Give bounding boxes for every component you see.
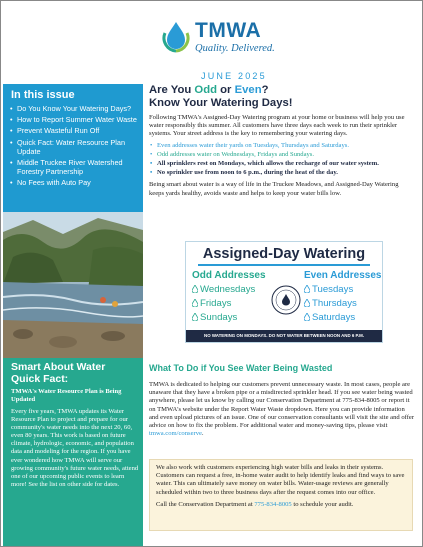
audit-callout-text: We also work with customers experiencing high water bills and leaks in their systems. Customers can request a free, in-home water audit to help identify leaks and find ways to save water. This can ultimately save money on water bills. Water-usage reviews are generally scheduled within two to three business days after the request comes into our office. — [156, 464, 405, 496]
issue-list — [9, 104, 143, 190]
water-waste-heading: What To Do if You See Water Being Wasted — [149, 363, 333, 373]
river-photo-image — [3, 212, 143, 358]
water-drop-icon — [304, 299, 310, 307]
water-drop-icon — [192, 299, 198, 307]
issue-item: • Quick Fact: Water Resource Plan Update — [9, 138, 143, 156]
main-article — [149, 84, 415, 198]
even-day: Tuesdays — [304, 283, 382, 297]
issue-item: • Prevent Wasteful Run Off — [9, 126, 143, 135]
water-drop-icon — [304, 285, 310, 293]
smart-about-water-seal-icon — [270, 284, 302, 316]
schedule-title: Assigned-Day Watering — [202, 246, 366, 262]
tmwa-logo — [161, 19, 311, 57]
issue-contents — [3, 84, 143, 212]
river-photo — [3, 212, 143, 358]
issue-title: In this issue — [11, 89, 75, 101]
even-day: Thursdays — [304, 297, 382, 311]
issue-date: JUNE 2025 — [201, 71, 267, 81]
brand-name: TMWA — [195, 19, 262, 42]
watering-schedule-graphic — [185, 241, 383, 343]
water-drop-icon — [304, 313, 310, 321]
water-drop-icon — [192, 313, 198, 321]
article-closing: Being smart about water is a way of life in the Truckee Meadows, and Assigned-Day Watering keeps yards healthy, avoids waste and helps to keep your water bills low. — [149, 181, 399, 197]
conserve-link[interactable]: tmwa.com/conserve — [149, 430, 202, 438]
even-day: Saturdays — [304, 311, 382, 325]
issue-item: • Middle Truckee River Watershed Forestry Partnership — [9, 158, 143, 176]
schedule-divider — [198, 264, 370, 266]
watering-rules-list — [149, 142, 415, 178]
rule-item: • Even addresses water their yards on Tuesdays, Thursdays and Saturdays. — [149, 142, 415, 150]
quick-fact-body: Every five years, TMWA updates its Water Resource Plan to project and prepare for our community's water needs into the next 20, 60, even 80 years. This work is based on future climate, hydrologic, economic, and population data and modeling for the region. If you have ever wondered how TMWA will serve our growing community's future water needs, attend one of our upcoming public events to learn more! See the list on other side for dates. — [11, 408, 139, 488]
article-intro: Following TMWA's Assigned-Day Watering program at your home or business will help you use water responsibly this summer. All customers have three days each week to run their sprinkler systems. Your street address is the key to remembering your watering days. — [149, 114, 405, 138]
rule-item: • All sprinklers rest on Mondays, which allows the recharge of our water system. — [149, 160, 415, 168]
rule-item: • No sprinkler use from noon to 6 p.m., during the heat of the day. — [149, 169, 415, 177]
odd-day: Fridays — [192, 297, 272, 311]
odd-addresses-column — [192, 270, 272, 325]
article-title: Are You Odd or Even? Know Your Watering Days! — [149, 84, 293, 109]
quick-fact-panel — [3, 358, 143, 546]
conservation-phone-link[interactable]: 775-834-8005 — [254, 500, 292, 508]
odd-day: Sundays — [192, 311, 272, 325]
odd-addresses-label: Odd Addresses — [192, 270, 266, 281]
even-addresses-label: Even Addresses — [304, 270, 382, 281]
issue-item: • No Fees with Auto Pay — [9, 178, 143, 187]
audit-callout-box — [149, 459, 413, 531]
water-drop-logo-icon — [161, 19, 191, 53]
schedule-footer-bar: NO WATERING ON MONDAYS. DO NOT WATER BETWEEN NOON AND 6 P.M. — [186, 330, 382, 342]
brand-tagline: Quality. Delivered. — [195, 43, 275, 54]
water-waste-section — [149, 377, 415, 438]
audit-call-line: Call the Conservation Department at 775-834-8005 to schedule your audit. — [156, 500, 354, 508]
title-odd: Odd — [194, 84, 218, 96]
article-title-line2: Know Your Watering Days! — [149, 97, 293, 109]
title-even: Even — [234, 84, 262, 96]
water-drop-icon — [192, 285, 198, 293]
quick-fact-heading: Smart About Water Quick Fact: — [11, 361, 106, 385]
rule-item: • Odd addresses water on Wednesdays, Fridays and Sundays. — [149, 151, 415, 159]
sidebar — [3, 84, 143, 546]
water-waste-body: TMWA is dedicated to helping our customers prevent unnecessary waste. In most cases, people are unaware that they have a broken pipe or a misdirected sprinkler head. If you see water being wasted anywhere, please let us know by calling our Conservation Department at 775-834-8005 or report it on TMWA's website under the Report Water Waste dropdown. Here you can provide information and even upload pictures of an issue. One of our conservation consultants will visit the site and offer advice on how to fix the problem. For additional water and money-saving tips, please visit tmwa.com/conserve. — [149, 381, 415, 438]
quick-fact-subheading: TMWA's Water Resource Plan is Being Updated — [11, 388, 122, 403]
issue-item: • How to Report Summer Water Waste — [9, 115, 143, 124]
even-addresses-column — [304, 270, 382, 325]
issue-item: • Do You Know Your Watering Days? — [9, 104, 143, 113]
odd-day: Wednesdays — [192, 283, 272, 297]
